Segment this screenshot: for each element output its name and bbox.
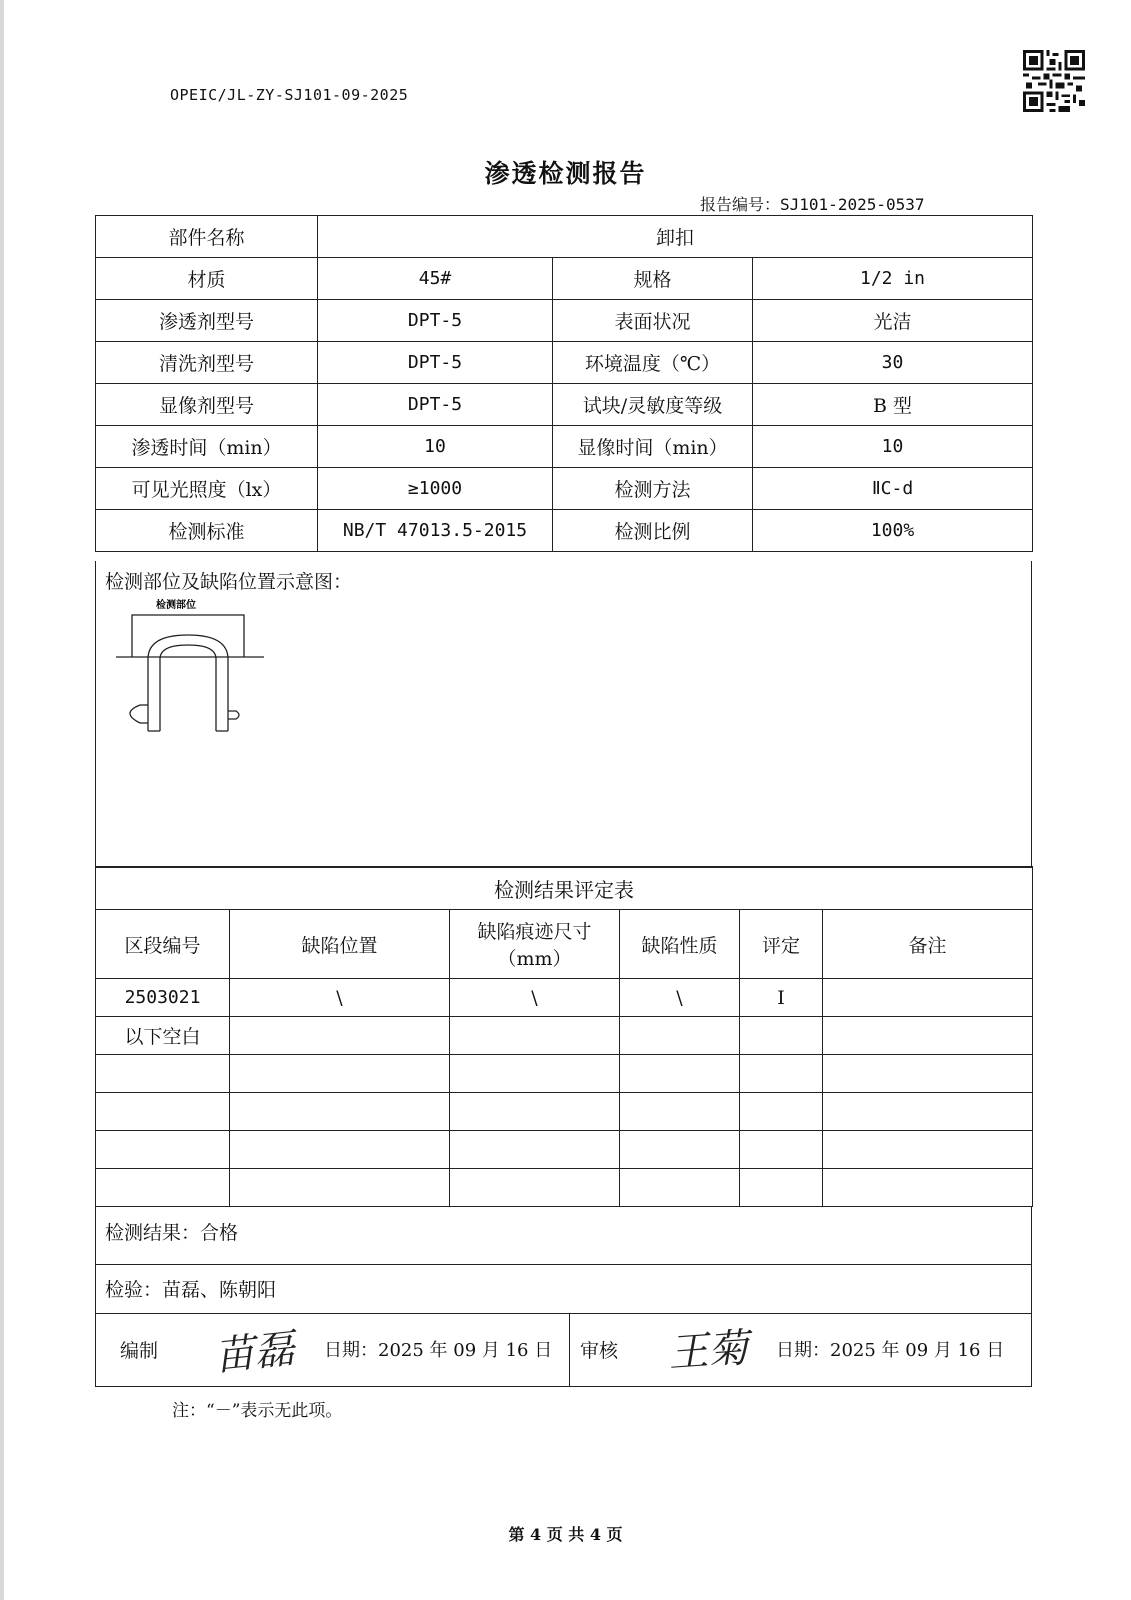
footnote: 注：“－”表示无此项。 [172, 1401, 343, 1421]
table-cell [230, 1169, 450, 1207]
field-value: 10 [753, 426, 1033, 468]
field-label: 表面状况 [553, 300, 753, 342]
table-cell [620, 1093, 740, 1131]
table-row [96, 426, 1033, 468]
field-value: 光洁 [753, 300, 1033, 342]
table-row [96, 1131, 1033, 1169]
table-cell [450, 1055, 620, 1093]
column-header: 缺陷性质 [620, 910, 740, 979]
diagram-part-label: 检测部位 [156, 600, 196, 611]
table-cell [620, 1055, 740, 1093]
table-cell [450, 1131, 620, 1169]
table-cell [450, 1169, 620, 1207]
table-cell [96, 1093, 230, 1131]
table-cell [230, 1093, 450, 1131]
part-name-label: 部件名称 [96, 216, 318, 258]
column-header: 备注 [823, 910, 1033, 979]
document-code: OPEIC/JL-ZY-SJ101-09-2025 [170, 86, 409, 104]
scan-edge [0, 0, 4, 1600]
field-value: DPT-5 [318, 384, 553, 426]
table-row [96, 1055, 1033, 1093]
signoff-divider [569, 1313, 570, 1386]
prepared-label: 编制 [120, 1340, 159, 1362]
table-cell [823, 1169, 1033, 1207]
table-cell [96, 1131, 230, 1169]
page-number: 第 4 页 共 4 页 [508, 1525, 623, 1544]
field-value: 100% [753, 510, 1033, 552]
field-label: 检测方法 [553, 468, 753, 510]
table-cell [96, 1169, 230, 1207]
info-table [95, 215, 1033, 552]
field-value: DPT-5 [318, 300, 553, 342]
results-caption: 检测结果评定表 [96, 867, 1033, 910]
reviewed-signature: 王菊 [666, 1325, 750, 1377]
field-value: 1/2 in [753, 258, 1033, 300]
prepared-date: 日期：2025 年 09 月 16 日 [324, 1340, 553, 1361]
table-caption-row [96, 867, 1033, 910]
field-label: 材质 [96, 258, 318, 300]
column-header [450, 910, 620, 979]
table-cell [823, 1093, 1033, 1131]
field-value: DPT-5 [318, 342, 553, 384]
table-cell [230, 1055, 450, 1093]
shackle-diagram [116, 599, 276, 739]
diagram-label: 检测部位及缺陷位置示意图： [105, 571, 353, 593]
column-header: 区段编号 [96, 910, 230, 979]
field-value: B 型 [753, 384, 1033, 426]
table-cell: \ [620, 979, 740, 1017]
table-row [96, 384, 1033, 426]
field-label: 显像时间（min） [553, 426, 753, 468]
column-header: 评定 [740, 910, 823, 979]
conclusion-text: 检测结果：合格 [105, 1222, 239, 1244]
field-value: ≥1000 [318, 468, 553, 510]
table-cell [740, 1169, 823, 1207]
table-row [96, 216, 1033, 258]
conclusion-section [95, 1206, 1032, 1265]
table-cell [823, 1055, 1033, 1093]
table-cell [740, 1055, 823, 1093]
inspectors-section [95, 1264, 1032, 1314]
field-label: 渗透时间（min） [96, 426, 318, 468]
table-cell [823, 1131, 1033, 1169]
column-header-unit: （mm） [497, 948, 572, 970]
table-cell [620, 1017, 740, 1055]
reviewed-label: 审核 [580, 1340, 619, 1362]
table-row [96, 1017, 1033, 1055]
field-value: NB/T 47013.5-2015 [318, 510, 553, 552]
field-label: 试块/灵敏度等级 [553, 384, 753, 426]
field-value: 10 [318, 426, 553, 468]
report-number-label: 报告编号： [700, 195, 781, 214]
field-label: 规格 [553, 258, 753, 300]
qr-code-icon [1023, 50, 1085, 112]
table-cell [450, 1093, 620, 1131]
results-table [95, 866, 1033, 1207]
table-cell [620, 1169, 740, 1207]
table-row [96, 342, 1033, 384]
column-header-line: 缺陷痕迹尺寸 [477, 921, 592, 943]
table-cell [740, 1093, 823, 1131]
table-cell: I [740, 979, 823, 1017]
column-header: 缺陷位置 [230, 910, 450, 979]
report-number [700, 192, 925, 215]
field-value: ⅡC-d [753, 468, 1033, 510]
field-label: 渗透剂型号 [96, 300, 318, 342]
table-cell [823, 1017, 1033, 1055]
table-cell [96, 1055, 230, 1093]
table-row [96, 510, 1033, 552]
page-title: 渗透检测报告 [484, 159, 647, 188]
table-cell [740, 1017, 823, 1055]
signoff-section [95, 1313, 1032, 1387]
part-name-value: 卸扣 [318, 216, 1033, 258]
table-cell [823, 979, 1033, 1017]
field-label: 显像剂型号 [96, 384, 318, 426]
table-cell: \ [230, 979, 450, 1017]
field-label: 检测标准 [96, 510, 318, 552]
inspectors-text: 检验：苗磊、陈朝阳 [105, 1279, 277, 1301]
field-label: 可见光照度（lx） [96, 468, 318, 510]
table-cell [230, 1131, 450, 1169]
table-row [96, 300, 1033, 342]
table-cell: 以下空白 [96, 1017, 230, 1055]
diagram-section [95, 561, 1032, 868]
table-cell: 2503021 [96, 979, 230, 1017]
reviewed-date: 日期：2025 年 09 月 16 日 [776, 1340, 1005, 1361]
table-row [96, 979, 1033, 1017]
table-cell [620, 1131, 740, 1169]
table-row [96, 258, 1033, 300]
report-number-value: SJ101-2025-0537 [780, 195, 925, 214]
table-row [96, 1093, 1033, 1131]
field-label: 清洗剂型号 [96, 342, 318, 384]
field-label: 环境温度（℃） [553, 342, 753, 384]
field-value: 30 [753, 342, 1033, 384]
table-row [96, 1169, 1033, 1207]
field-value: 45# [318, 258, 553, 300]
prepared-signature: 苗磊 [212, 1325, 297, 1381]
table-row [96, 468, 1033, 510]
table-cell: \ [450, 979, 620, 1017]
table-cell [230, 1017, 450, 1055]
field-label: 检测比例 [553, 510, 753, 552]
table-header-row [96, 910, 1033, 979]
table-cell [740, 1131, 823, 1169]
table-cell [450, 1017, 620, 1055]
